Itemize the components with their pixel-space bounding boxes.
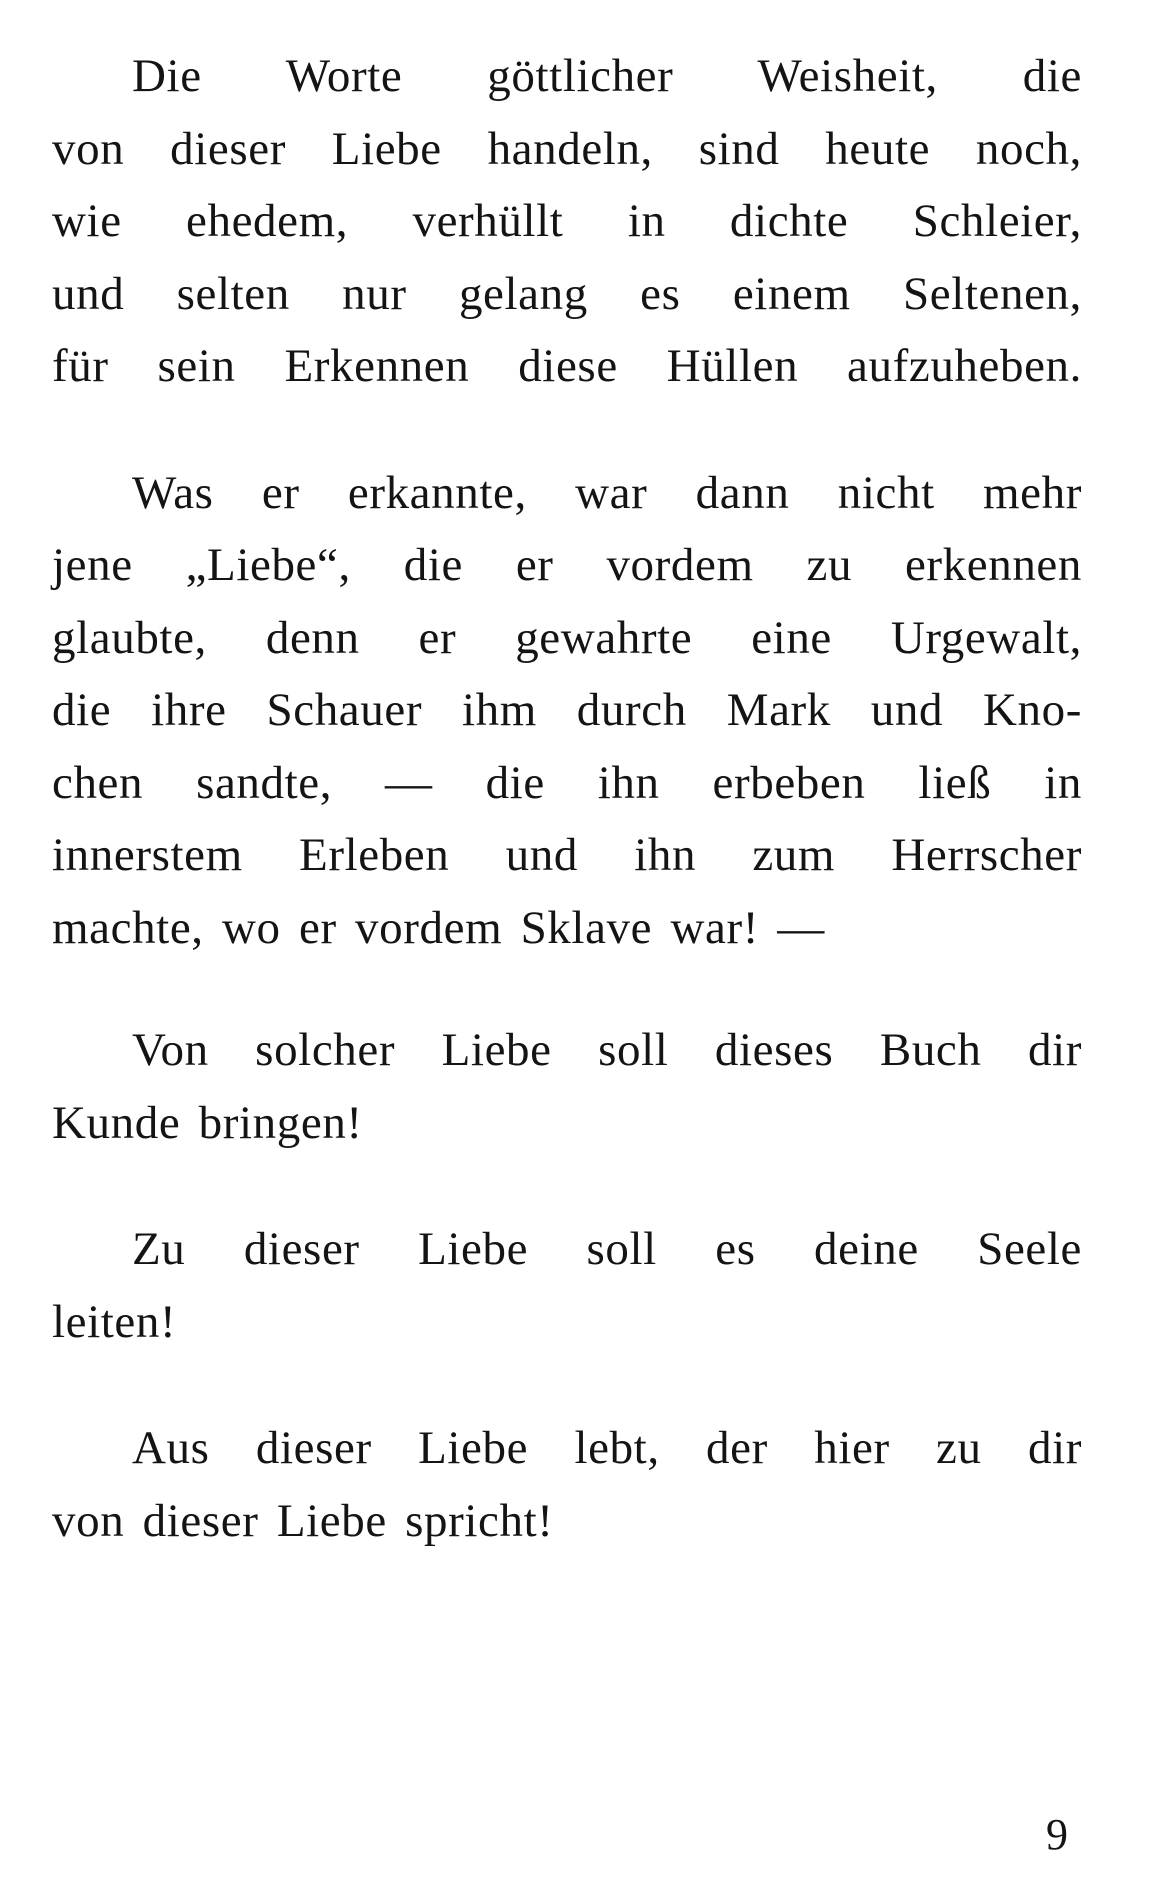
paragraph-2-line-4: die ihre Schauer ihm durch Mark und Kno- [52,684,1082,736]
paragraph-1-line-1: Die Worte göttlicher Weisheit, die [132,50,1082,102]
paragraph-4-line-2: leiten! [52,1295,177,1348]
paragraph-3 [52,1014,1082,1159]
paragraph-5 [52,1412,1082,1557]
paragraph-2-line-5: chen sandte, — die ihn erbeben ließ in [52,756,1082,809]
paragraph-2-line-6: innerstem Erleben und ihn zum Herrscher [52,829,1082,881]
paragraph-4-line-1: Zu dieser Liebe soll es deine Seele [132,1223,1082,1275]
paragraph-2-line-1: Was er erkannte, war dann nicht mehr [132,466,1082,519]
paragraph-2-line-2: jene „Liebe“, die er vordem zu erkennen [52,539,1082,591]
paragraph-2-line-3: glaubte, denn er gewahrte eine Urgewalt, [52,611,1082,664]
paragraph-5-line-2: von dieser Liebe spricht! [52,1494,554,1547]
page-content [52,40,1082,1557]
paragraph-1 [52,40,1082,403]
paragraph-1-line-4: und selten nur gelang es einem Seltenen, [52,267,1082,320]
paragraph-3-line-1: Von solcher Liebe soll dieses Buch dir [132,1024,1082,1076]
paragraph-2-line-7: machte, wo er vordem Sklave war! — [52,901,825,954]
paragraph-2 [52,457,1082,965]
paragraph-1-line-2: von dieser Liebe handeln, sind heute noch, [52,122,1082,175]
page-number: 9 [1046,1810,1068,1859]
paragraph-3-line-2: Kunde bringen! [52,1096,363,1149]
paragraph-1-line-5: für sein Erkennen diese Hüllen aufzuheben. [52,340,1082,392]
paragraph-5-line-1: Aus dieser Liebe lebt, der hier zu dir [132,1422,1082,1474]
paragraph-1-line-3: wie ehedem, verhüllt in dichte Schleier, [52,195,1082,247]
paragraph-4 [52,1213,1082,1358]
